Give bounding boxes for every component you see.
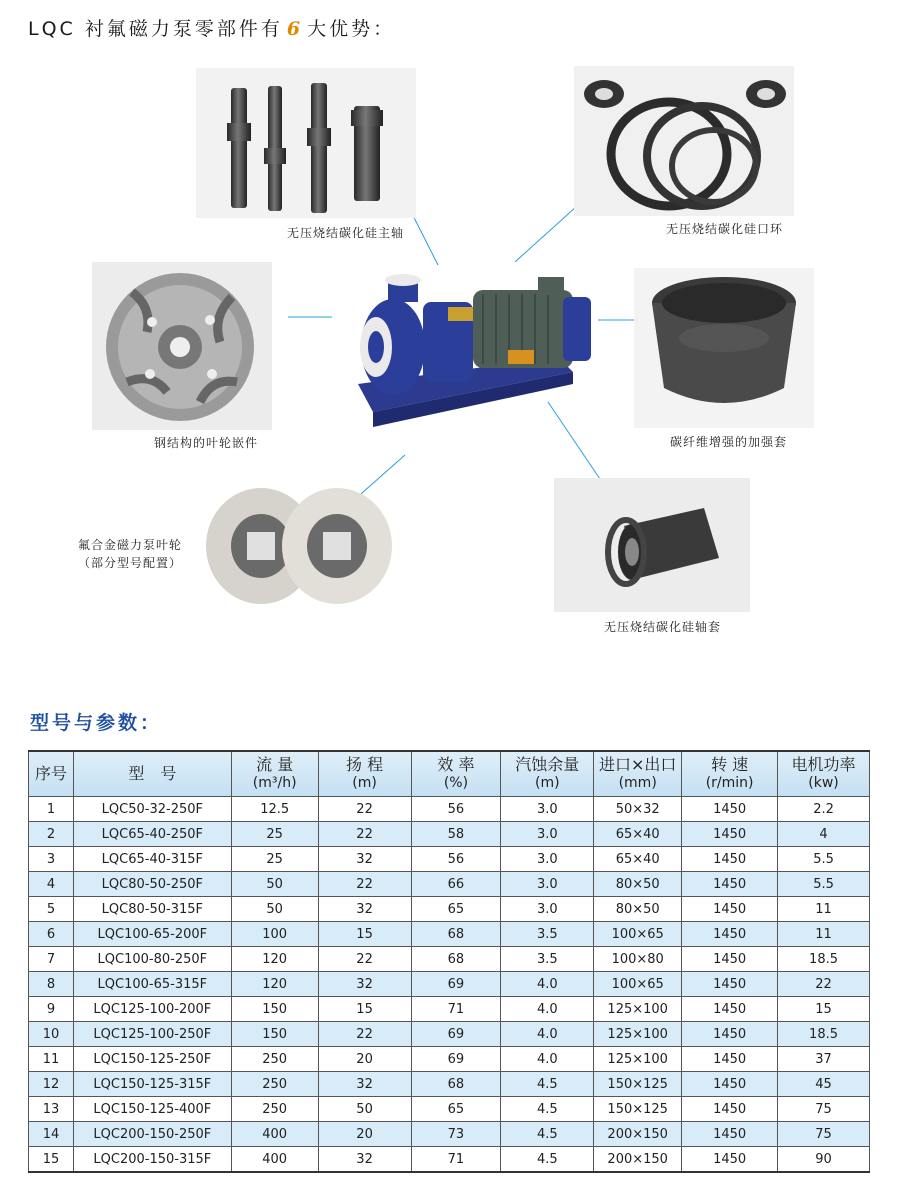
table-row <box>29 997 870 1022</box>
table-cell: 3.0 <box>501 897 594 922</box>
table-cell: 125×100 <box>594 997 682 1022</box>
magnetic-pump-icon <box>338 262 600 454</box>
table-cell: 250 <box>231 1097 318 1122</box>
table-cell: 6 <box>29 922 74 947</box>
table-cell: 75 <box>778 1097 870 1122</box>
table-cell: 2 <box>29 822 74 847</box>
table-cell: 37 <box>778 1047 870 1072</box>
table-cell: 11 <box>778 922 870 947</box>
column-header-label: 效 率 <box>437 755 475 774</box>
table-cell: LQC200-150-315F <box>73 1147 231 1173</box>
table-cell: LQC65-40-250F <box>73 822 231 847</box>
table-cell: 69 <box>411 1047 501 1072</box>
table-cell: 4.5 <box>501 1147 594 1173</box>
table-cell: 22 <box>318 947 411 972</box>
table-cell: 69 <box>411 972 501 997</box>
table-cell: 58 <box>411 822 501 847</box>
table-cell: 5.5 <box>778 872 870 897</box>
table-cell: 125×100 <box>594 1022 682 1047</box>
table-cell: 3.5 <box>501 947 594 972</box>
table-cell: 73 <box>411 1122 501 1147</box>
table-cell: 400 <box>231 1122 318 1147</box>
table-cell: 65 <box>411 1097 501 1122</box>
table-body <box>29 797 870 1173</box>
spec-table <box>28 750 870 1173</box>
table-cell: 100 <box>231 922 318 947</box>
table-cell: 11 <box>778 897 870 922</box>
column-header-label: 汽蚀余量 <box>515 755 580 774</box>
table-cell: 150 <box>231 1022 318 1047</box>
table-cell: 68 <box>411 1072 501 1097</box>
table-cell: 20 <box>318 1122 411 1147</box>
table-row <box>29 972 870 997</box>
ring-photo <box>574 66 794 216</box>
table-cell: 71 <box>411 997 501 1022</box>
sleeve-cup-photo <box>634 268 814 428</box>
table-cell: 13 <box>29 1097 74 1122</box>
table-row <box>29 872 870 897</box>
column-header-unit: (%) <box>443 775 469 791</box>
table-cell: 4.0 <box>501 972 594 997</box>
column-header-label: 序号 <box>34 764 67 783</box>
column-header-label: 电机功率 <box>791 755 856 774</box>
table-cell: 32 <box>318 847 411 872</box>
column-header <box>501 751 594 797</box>
table-cell: 75 <box>778 1122 870 1147</box>
table-cell: 15 <box>29 1147 74 1173</box>
table-cell: 7 <box>29 947 74 972</box>
column-header-unit: (kw) <box>808 775 839 791</box>
column-header-label: 流 量 <box>256 755 294 774</box>
table-cell: 100×65 <box>594 972 682 997</box>
table-cell: 65×40 <box>594 822 682 847</box>
table-cell: 1450 <box>682 872 778 897</box>
table-cell: LQC50-32-250F <box>73 797 231 822</box>
table-cell: 5.5 <box>778 847 870 872</box>
column-header <box>778 751 870 797</box>
table-cell: 32 <box>318 1147 411 1173</box>
table-cell: 1450 <box>682 1122 778 1147</box>
table-cell: 8 <box>29 972 74 997</box>
table-cell: 15 <box>778 997 870 1022</box>
column-header <box>411 751 501 797</box>
table-cell: LQC65-40-315F <box>73 847 231 872</box>
column-header <box>73 751 231 797</box>
column-header <box>318 751 411 797</box>
table-cell: LQC100-80-250F <box>73 947 231 972</box>
table-cell: LQC80-50-315F <box>73 897 231 922</box>
table-cell: 32 <box>318 897 411 922</box>
table-cell: 4.5 <box>501 1072 594 1097</box>
impeller-photo <box>203 484 393 610</box>
table-cell: 1450 <box>682 972 778 997</box>
impeller-insert-icon <box>92 262 272 430</box>
table-cell: 1450 <box>682 797 778 822</box>
table-cell: 80×50 <box>594 897 682 922</box>
insert-photo <box>92 262 272 430</box>
column-header-label: 转 速 <box>711 755 749 774</box>
reinforcing-sleeve-icon <box>634 268 814 428</box>
table-cell: 69 <box>411 1022 501 1047</box>
table-cell: 65 <box>411 897 501 922</box>
table-header-row <box>29 751 870 797</box>
impeller-caption <box>78 536 182 572</box>
table-cell: 1450 <box>682 1147 778 1173</box>
pump-photo <box>338 262 600 454</box>
table-cell: 18.5 <box>778 1022 870 1047</box>
table-cell: 250 <box>231 1072 318 1097</box>
table-cell: 1450 <box>682 1097 778 1122</box>
table-cell: 100×80 <box>594 947 682 972</box>
headline-prefix: LQC 衬氟磁力泵零部件有 <box>28 18 283 40</box>
table-row <box>29 1047 870 1072</box>
table-cell: 4.0 <box>501 1022 594 1047</box>
column-header <box>682 751 778 797</box>
table-row <box>29 897 870 922</box>
table-cell: 200×150 <box>594 1147 682 1173</box>
column-header <box>231 751 318 797</box>
table-cell: 1450 <box>682 897 778 922</box>
table-cell: 3.0 <box>501 847 594 872</box>
column-header <box>594 751 682 797</box>
table-cell: 4.0 <box>501 1047 594 1072</box>
table-cell: 32 <box>318 972 411 997</box>
column-header-label: 型 号 <box>128 764 177 783</box>
impeller-icon <box>203 484 393 610</box>
table-cell: 45 <box>778 1072 870 1097</box>
table-cell: 125×100 <box>594 1047 682 1072</box>
table-cell: 50 <box>231 872 318 897</box>
section-title: 型号与参数： <box>30 712 163 734</box>
column-header-label: 扬 程 <box>346 755 384 774</box>
table-row <box>29 1122 870 1147</box>
insert-caption: 钢结构的叶轮嵌件 <box>154 436 259 450</box>
table-row <box>29 797 870 822</box>
table-cell: 68 <box>411 947 501 972</box>
table-cell: 50×32 <box>594 797 682 822</box>
column-header-unit: (r/min) <box>705 775 754 791</box>
table-cell: 2.2 <box>778 797 870 822</box>
table-cell: 9 <box>29 997 74 1022</box>
table-cell: 4 <box>778 822 870 847</box>
table-cell: LQC150-125-315F <box>73 1072 231 1097</box>
table-cell: LQC150-125-400F <box>73 1097 231 1122</box>
sleeve-cup-caption: 碳纤维增强的加强套 <box>670 435 788 449</box>
impeller-caption-line2: （部分型号配置） <box>78 556 183 570</box>
table-cell: 1 <box>29 797 74 822</box>
table-cell: 4.0 <box>501 997 594 1022</box>
table-cell: 22 <box>778 972 870 997</box>
table-row <box>29 1022 870 1047</box>
shaft-sleeve-photo <box>554 478 750 612</box>
table-cell: 1450 <box>682 822 778 847</box>
table-cell: 150 <box>231 997 318 1022</box>
table-cell: 400 <box>231 1147 318 1173</box>
table-cell: 50 <box>231 897 318 922</box>
table-cell: LQC200-150-250F <box>73 1122 231 1147</box>
table-cell: 71 <box>411 1147 501 1173</box>
table-cell: 4 <box>29 872 74 897</box>
table-cell: 22 <box>318 872 411 897</box>
table-cell: 22 <box>318 1022 411 1047</box>
shaft-sleeve-icon <box>554 478 750 612</box>
table-cell: 22 <box>318 797 411 822</box>
table-cell: LQC125-100-250F <box>73 1022 231 1047</box>
table-cell: 3 <box>29 847 74 872</box>
table-cell: 12.5 <box>231 797 318 822</box>
table-cell: 120 <box>231 947 318 972</box>
table-cell: 50 <box>318 1097 411 1122</box>
table-cell: 200×150 <box>594 1122 682 1147</box>
column-header-label: 进口×出口 <box>598 755 677 774</box>
shaft-icon <box>196 68 416 218</box>
table-cell: 25 <box>231 847 318 872</box>
table-cell: 20 <box>318 1047 411 1072</box>
table-cell: 25 <box>231 822 318 847</box>
table-cell: 1450 <box>682 922 778 947</box>
shaft-photo <box>196 68 416 218</box>
impeller-caption-line1: 氟合金磁力泵叶轮 <box>78 538 183 552</box>
table-row <box>29 847 870 872</box>
column-header-unit: (mm) <box>618 775 657 791</box>
table-cell: 68 <box>411 922 501 947</box>
table-cell: 66 <box>411 872 501 897</box>
table-cell: 22 <box>318 822 411 847</box>
column-header-unit: (m) <box>352 775 377 791</box>
table-cell: 4.5 <box>501 1122 594 1147</box>
table-cell: 1450 <box>682 847 778 872</box>
table-row <box>29 822 870 847</box>
table-cell: LQC100-65-315F <box>73 972 231 997</box>
table-cell: 56 <box>411 797 501 822</box>
table-cell: 18.5 <box>778 947 870 972</box>
table-cell: 11 <box>29 1047 74 1072</box>
ring-icon <box>574 66 794 216</box>
headline-suffix: 大优势： <box>307 18 396 40</box>
table-cell: 150×125 <box>594 1072 682 1097</box>
table-cell: 3.0 <box>501 797 594 822</box>
table-cell: LQC100-65-200F <box>73 922 231 947</box>
ring-caption: 无压烧结碳化硅口环 <box>666 222 784 236</box>
table-cell: 1450 <box>682 1072 778 1097</box>
shaft-caption: 无压烧结碳化硅主轴 <box>287 226 405 240</box>
table-cell: LQC125-100-200F <box>73 997 231 1022</box>
table-row <box>29 922 870 947</box>
table-cell: 1450 <box>682 997 778 1022</box>
table-cell: 250 <box>231 1047 318 1072</box>
table-cell: 3.5 <box>501 922 594 947</box>
table-row <box>29 947 870 972</box>
table-cell: 1450 <box>682 1047 778 1072</box>
table-cell: 150×125 <box>594 1097 682 1122</box>
table-cell: 14 <box>29 1122 74 1147</box>
table-cell: 90 <box>778 1147 870 1173</box>
table-cell: 80×50 <box>594 872 682 897</box>
table-cell: 3.0 <box>501 822 594 847</box>
table-cell: 65×40 <box>594 847 682 872</box>
shaft-sleeve-caption: 无压烧结碳化硅轴套 <box>604 620 722 634</box>
table-cell: 32 <box>318 1072 411 1097</box>
table-cell: 1450 <box>682 1022 778 1047</box>
column-header <box>29 751 74 797</box>
table-row <box>29 1097 870 1122</box>
table-row <box>29 1147 870 1173</box>
table-cell: 1450 <box>682 947 778 972</box>
table-cell: 4.5 <box>501 1097 594 1122</box>
column-header-unit: (m) <box>535 775 560 791</box>
table-cell: 100×65 <box>594 922 682 947</box>
table-cell: 5 <box>29 897 74 922</box>
table-cell: 120 <box>231 972 318 997</box>
table-cell: 15 <box>318 922 411 947</box>
table-cell: 56 <box>411 847 501 872</box>
headline-number: 6 <box>286 18 304 40</box>
table-row <box>29 1072 870 1097</box>
table-cell: 12 <box>29 1072 74 1097</box>
table-cell: 3.0 <box>501 872 594 897</box>
table-cell: 15 <box>318 997 411 1022</box>
column-header-unit: (m³/h) <box>252 775 297 791</box>
table-cell: LQC150-125-250F <box>73 1047 231 1072</box>
table-cell: 10 <box>29 1022 74 1047</box>
table-cell: LQC80-50-250F <box>73 872 231 897</box>
